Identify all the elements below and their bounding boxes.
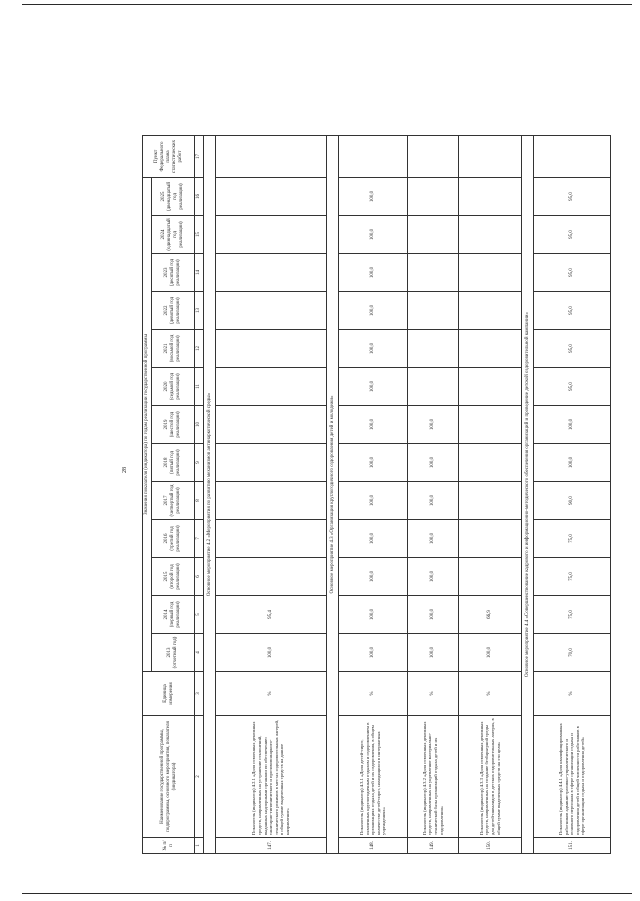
column-number: 11 xyxy=(195,368,204,406)
value-2016: 100,0 xyxy=(339,520,408,558)
column-number: 3 xyxy=(195,672,204,716)
column-number: 2 xyxy=(195,716,204,838)
unit-cell: % xyxy=(459,672,522,716)
value-2023: 95,0 xyxy=(534,254,611,292)
column-number: 4 xyxy=(195,634,204,672)
header-col-no: № п/п xyxy=(143,838,195,854)
indicator-name: Показатель (индикатор) 4.4.1 «Доля квалифицированных работников административно-управленческого и основного персонала в сфере организации отдыха и оздоровления детей в общей численности работников в сфере организации отдыха и оздоровления детей» xyxy=(534,716,611,838)
value-2014: 75,0 xyxy=(534,596,611,634)
header-col-name: Наименование государственной программы, подпрограммы, основного мероприятия, показателя (индикатора) xyxy=(143,716,195,838)
unit-cell: % xyxy=(216,672,327,716)
value-2023 xyxy=(216,254,327,292)
rotated-sheet xyxy=(120,80,640,860)
value-2019 xyxy=(459,406,522,444)
section-row xyxy=(522,136,534,854)
year-note: (второй год реализации) xyxy=(170,563,181,590)
column-number: 13 xyxy=(195,292,204,330)
year-label: 2019 xyxy=(164,419,169,430)
header-year-2024 xyxy=(152,216,195,254)
year-note: (восьмой год реализации) xyxy=(170,334,181,363)
table-row xyxy=(459,136,522,854)
value-2017: 90,0 xyxy=(534,482,611,520)
value-2016: 100,0 xyxy=(408,520,459,558)
stat-plan-cell xyxy=(459,136,522,178)
year-label: 2013 xyxy=(167,647,172,658)
row-number: 150. xyxy=(459,838,522,854)
value-2023: 100,0 xyxy=(339,254,408,292)
value-2018 xyxy=(216,444,327,482)
indicator-name: Показатель (индикатор) 4.2.1 «Доля освоенных денежных средств, направленных на устранение отклонений, выданных надзорными органами по обеспечению санитарно-гигиенического и противопожарного-технического режимов в местах оздоровительных лагерей, в общей сумме выделенных средств на данное направление» xyxy=(216,716,327,838)
unit-cell: % xyxy=(534,672,611,716)
value-2013: 100,0 xyxy=(216,634,327,672)
year-note: (пятый год реализации) xyxy=(170,449,181,476)
value-2022: 100,0 xyxy=(339,292,408,330)
value-2016 xyxy=(216,520,327,558)
row-number: 149. xyxy=(408,838,459,854)
column-number: 6 xyxy=(195,558,204,596)
indicator-name: Показатель (индикатор) 4.3.1 «Доля детей-сирот, охваченных круглогодичным отдыхом и оздоровлением в организациях отдыха детей и их оздоровления, в общем количестве детей-сирот, находящихся в интернатных учреждениях» xyxy=(339,716,408,838)
value-2016: 75,0 xyxy=(534,520,611,558)
header-year-2020 xyxy=(152,368,195,406)
value-2019 xyxy=(216,406,327,444)
value-2020 xyxy=(216,368,327,406)
value-2018: 100,0 xyxy=(408,444,459,482)
year-label: 2016 xyxy=(164,533,169,544)
column-number: 17 xyxy=(195,136,204,178)
header-year-2014 xyxy=(152,596,195,634)
year-label: 2023 xyxy=(164,267,169,278)
year-note: (двенадцатый год реализации) xyxy=(167,181,184,212)
value-2024 xyxy=(216,216,327,254)
value-2024 xyxy=(408,216,459,254)
column-number: 1 xyxy=(195,838,204,854)
value-2020 xyxy=(459,368,522,406)
section-title: Основное мероприятие 4.4 «Совершенствование кадрового и информационно-методического обеспечения организаций и проведение детской оздоровительной кампании» xyxy=(522,136,534,854)
header-col-values-title: Значения показателя (индикатора) по годам реализации государственной программы xyxy=(143,178,152,672)
column-number: 5 xyxy=(195,596,204,634)
value-2014: 66,9 xyxy=(459,596,522,634)
value-2018: 100,0 xyxy=(534,444,611,482)
column-number: 7 xyxy=(195,520,204,558)
value-2019: 100,0 xyxy=(408,406,459,444)
value-2024 xyxy=(459,216,522,254)
value-2017 xyxy=(459,482,522,520)
column-number: 9 xyxy=(195,444,204,482)
value-2020 xyxy=(408,368,459,406)
value-2015 xyxy=(459,558,522,596)
value-2021 xyxy=(216,330,327,368)
value-2020: 95,0 xyxy=(534,368,611,406)
year-label: 2014 xyxy=(164,609,169,620)
value-2015: 100,0 xyxy=(408,558,459,596)
value-2022: 95,0 xyxy=(534,292,611,330)
year-label: 2025 xyxy=(161,191,166,202)
year-note: (седьмой год реализации) xyxy=(170,372,181,401)
year-note: (третий год реализации) xyxy=(170,525,181,552)
year-note: (девятый год реализации) xyxy=(170,296,181,325)
year-note: (одиннадцатый год реализации) xyxy=(167,218,184,251)
header-col-stat-plan: Пункт Федерального плана статистических работ xyxy=(143,136,195,178)
value-2014: 100,0 xyxy=(339,596,408,634)
column-number: 16 xyxy=(195,178,204,216)
value-2021: 95,0 xyxy=(534,330,611,368)
value-2017: 100,0 xyxy=(339,482,408,520)
value-2013: 100,0 xyxy=(339,634,408,672)
value-2013: 70,0 xyxy=(534,634,611,672)
value-2021 xyxy=(408,330,459,368)
indicator-name: Показатель (индикатор) 4.3.3 «Доля освоенных денежных средств, направленных на создание безбарьерной среды для детей-инвалидов в детских оздоровительных лагерях, в общей сумме выделенных средств на эти цели» xyxy=(459,716,522,838)
column-number: 14 xyxy=(195,254,204,292)
indicators-table xyxy=(142,135,611,854)
value-2015: 100,0 xyxy=(339,558,408,596)
stat-plan-cell xyxy=(408,136,459,178)
year-label: 2018 xyxy=(164,457,169,468)
header-year-2018 xyxy=(152,444,195,482)
column-number: 15 xyxy=(195,216,204,254)
header-year-2017 xyxy=(152,482,195,520)
value-2019: 100,0 xyxy=(339,406,408,444)
year-note: (четвертый год реализации) xyxy=(170,484,181,517)
value-2025 xyxy=(459,178,522,216)
section-title: Основное мероприятие 4.2 «Мероприятия по развитию механизмов антинаркотической среды» xyxy=(204,136,216,854)
year-label: 2021 xyxy=(164,343,169,354)
value-2014: 95,4 xyxy=(216,596,327,634)
value-2024: 95,0 xyxy=(534,216,611,254)
value-2018 xyxy=(459,444,522,482)
header-year-2015 xyxy=(152,558,195,596)
value-2013: 100,0 xyxy=(408,634,459,672)
header-year-2013 xyxy=(152,634,195,672)
year-label: 2017 xyxy=(164,495,169,506)
value-2019: 100,0 xyxy=(534,406,611,444)
year-label: 2024 xyxy=(161,229,166,240)
year-note: (шестой год реализации) xyxy=(170,411,181,438)
value-2025: 100,0 xyxy=(339,178,408,216)
value-2023 xyxy=(459,254,522,292)
value-2023 xyxy=(408,254,459,292)
header-year-2025 xyxy=(152,178,195,216)
year-note: (десятый год реализации) xyxy=(170,258,181,287)
stat-plan-cell xyxy=(216,136,327,178)
column-number: 10 xyxy=(195,406,204,444)
column-number: 12 xyxy=(195,330,204,368)
header-row xyxy=(143,136,152,854)
section-row xyxy=(327,136,339,854)
value-2021 xyxy=(459,330,522,368)
value-2022 xyxy=(216,292,327,330)
year-note: (первый год реализации) xyxy=(170,601,181,628)
value-2013: 100,0 xyxy=(459,634,522,672)
value-2020: 100,0 xyxy=(339,368,408,406)
value-2024: 100,0 xyxy=(339,216,408,254)
value-2017 xyxy=(216,482,327,520)
year-note: (отчетный год) xyxy=(173,636,178,669)
year-label: 2022 xyxy=(164,305,169,316)
column-number: 8 xyxy=(195,482,204,520)
row-number: 148. xyxy=(339,838,408,854)
value-2015: 75,0 xyxy=(534,558,611,596)
table-row xyxy=(339,136,408,854)
page-number: 28 xyxy=(122,467,128,473)
value-2014: 100,0 xyxy=(408,596,459,634)
value-2021: 100,0 xyxy=(339,330,408,368)
row-number: 147. xyxy=(216,838,327,854)
header-year-2019 xyxy=(152,406,195,444)
value-2015 xyxy=(216,558,327,596)
value-2016 xyxy=(459,520,522,558)
indicator-name: Показатель (индикатор) 4.3.2 «Доля освоенных денежных средств, направленных на укрепление материально-технической базы организаций отдыха детей и их оздоровления» xyxy=(408,716,459,838)
column-numbers-row xyxy=(195,136,204,854)
header-year-2016 xyxy=(152,520,195,558)
header-year-2021 xyxy=(152,330,195,368)
unit-cell: % xyxy=(339,672,408,716)
value-2017: 100,0 xyxy=(408,482,459,520)
table-row xyxy=(216,136,327,854)
value-2018: 100,0 xyxy=(339,444,408,482)
header-col-unit: Единица измерения xyxy=(143,672,195,716)
value-2022 xyxy=(459,292,522,330)
value-2025 xyxy=(408,178,459,216)
section-row xyxy=(204,136,216,854)
table-row xyxy=(408,136,459,854)
value-2025: 95,0 xyxy=(534,178,611,216)
value-2025 xyxy=(216,178,327,216)
year-label: 2020 xyxy=(164,381,169,392)
unit-cell: % xyxy=(408,672,459,716)
stat-plan-cell xyxy=(534,136,611,178)
section-title: Основное мероприятие 4.3 «Организация круглогодичного оздоровления детей и молодежи» xyxy=(327,136,339,854)
row-number: 151. xyxy=(534,838,611,854)
table-row xyxy=(534,136,611,854)
value-2022 xyxy=(408,292,459,330)
header-year-2023 xyxy=(152,254,195,292)
year-label: 2015 xyxy=(164,571,169,582)
stat-plan-cell xyxy=(339,136,408,178)
header-year-2022 xyxy=(152,292,195,330)
